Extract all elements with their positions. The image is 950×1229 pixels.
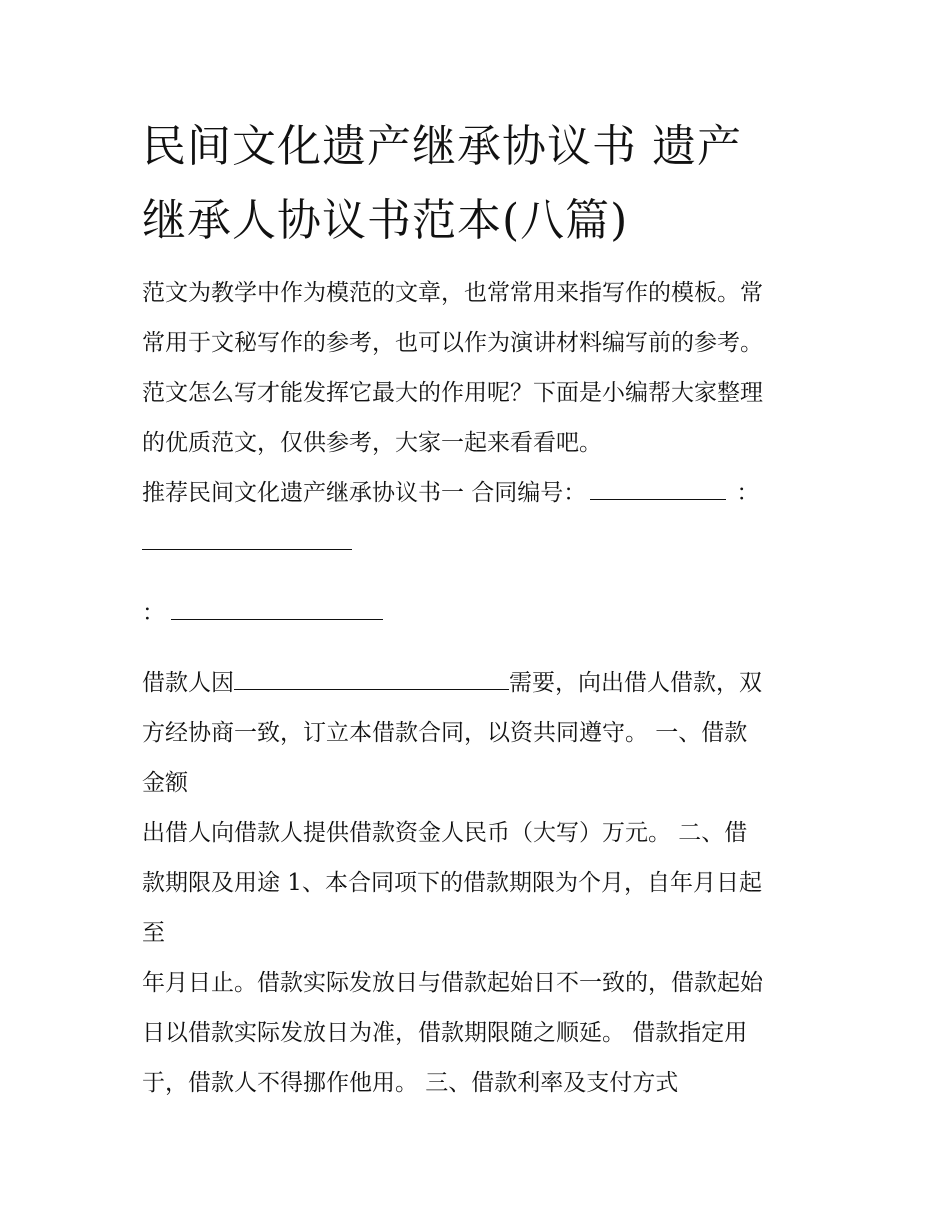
- title-line-1: 民间文化遗产继承协议书 遗产: [142, 121, 742, 172]
- body-line: 至: [142, 920, 165, 946]
- loan-suffix: 需要，向出借人借款，双: [509, 670, 762, 696]
- body-line: 日以借款实际发放日为准，借款期限随之顺延。 借款指定用: [142, 1020, 748, 1046]
- title-line-2: 继承人协议书范本(八篇): [142, 195, 629, 246]
- document-title: [142, 110, 822, 258]
- intro-line: 范文为教学中作为模范的文章，也常常用来指写作的模板。常: [142, 280, 763, 306]
- intro-line: 范文怎么写才能发挥它最大的作用呢？下面是小编帮大家整理: [142, 380, 763, 406]
- loan-reason-line: [142, 658, 822, 708]
- intro-line: 常用于文秘写作的参考，也可以作为演讲材料编写前的参考。: [142, 330, 763, 356]
- body-line: 于，借款人不得挪作他用。 三、借款利率及支付方式: [142, 1070, 679, 1096]
- document-page: [142, 110, 822, 1108]
- body-line: 款期限及用途 1、本合同项下的借款期限为个月，自年月日起: [142, 870, 762, 896]
- loan-reason-blank: [234, 663, 509, 690]
- body-line: 出借人向借款人提供借款资金人民币（大写）万元。 二、借: [142, 820, 748, 846]
- intro-paragraph: [142, 268, 822, 468]
- party-blank: [142, 523, 352, 550]
- loan-prefix: 借款人因: [142, 670, 234, 696]
- contract-number-blank: [590, 473, 726, 500]
- colon-1: ：: [736, 480, 760, 506]
- intro-line: 的优质范文，仅供参考，大家一起来看看吧。: [142, 430, 602, 456]
- body-line: 方经协商一致，订立本借款合同，以资共同遵守。 一、借款: [142, 720, 748, 746]
- recommend-label: 推荐民间文化遗产继承协议书一 合同编号：: [142, 480, 587, 506]
- blank-line: [142, 518, 822, 568]
- colon-2: ：: [142, 600, 165, 626]
- body-line: 年月日止。借款实际发放日与借款起始日不一致的，借款起始: [142, 970, 763, 996]
- contract-number-line: [142, 468, 822, 518]
- party-blank-2: [171, 593, 383, 620]
- party-line: [142, 588, 822, 638]
- body-line: 金额: [142, 770, 188, 796]
